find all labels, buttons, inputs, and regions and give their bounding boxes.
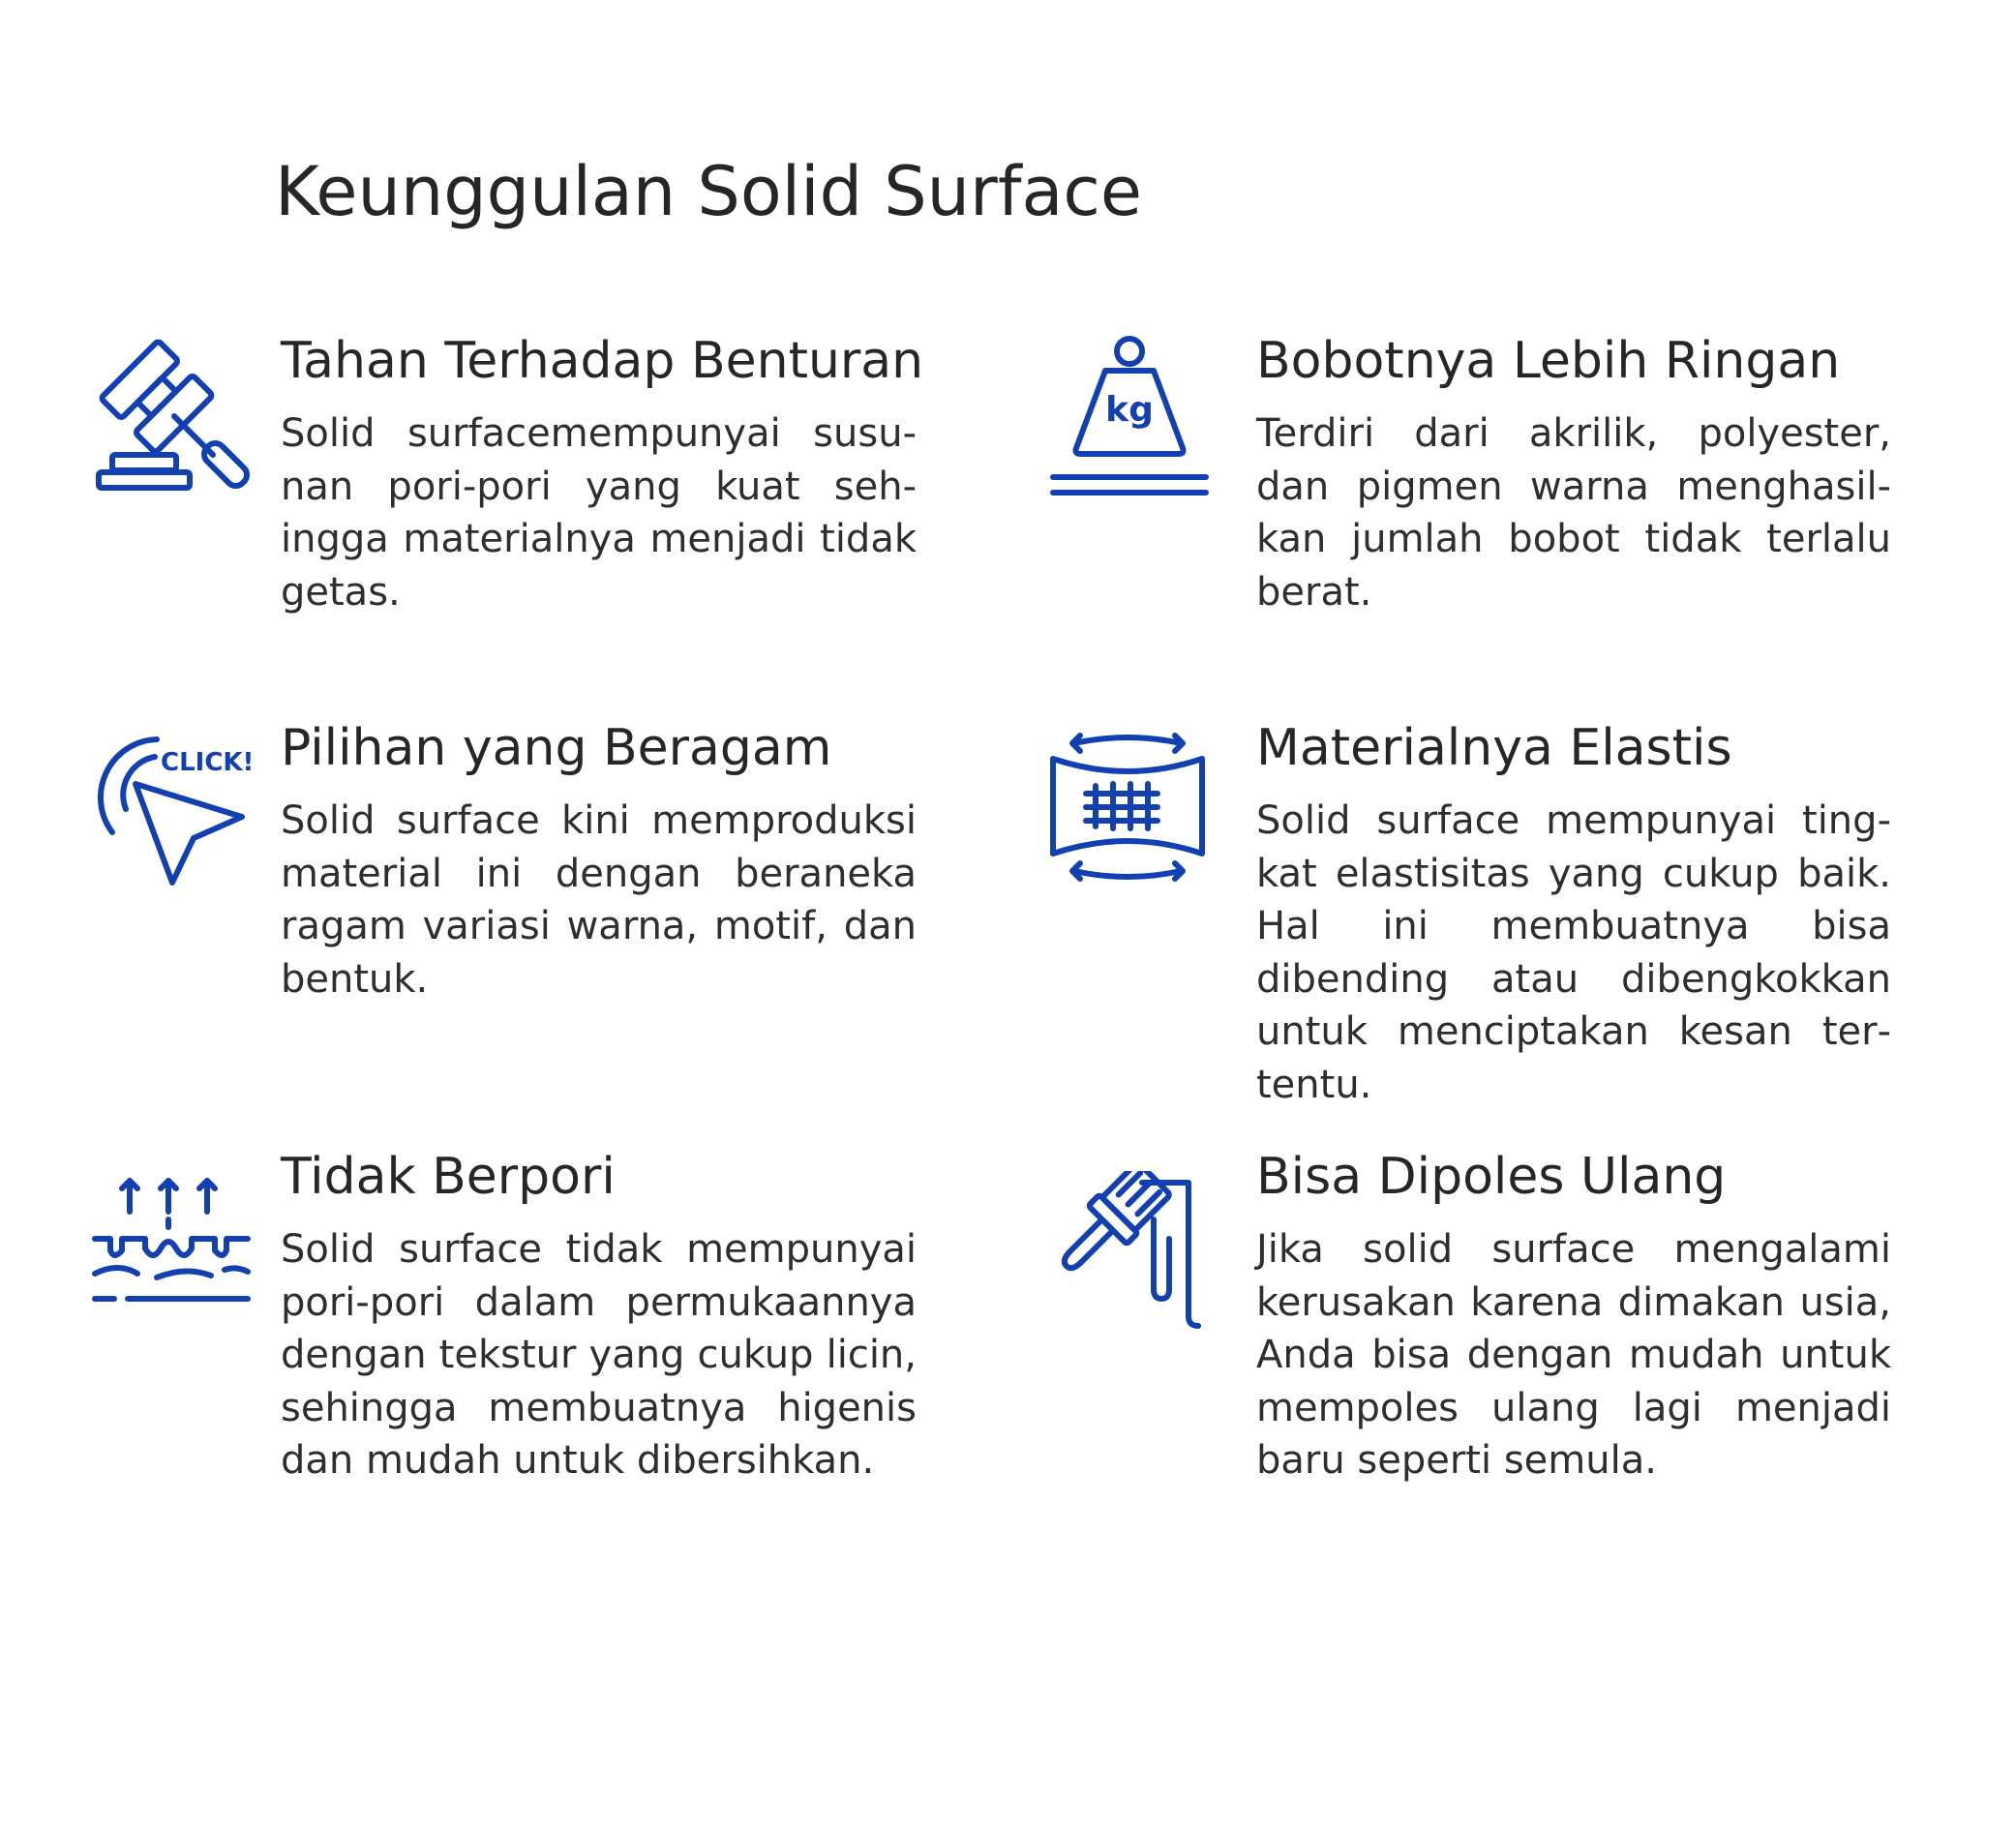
feature-description: Solid surface mempunyai tingkat elastisitas yang cukup baik. Hal ini membuatnya bisa dibending atau dibengkokkan untuk menciptakan kesan tertentu. — [1256, 798, 1891, 1107]
feature-description: Jika solid surface mengalami kerusakan karena dimakan usia, Anda bisa dengan mudah untuk mempoles ulang lagi menjadi baru seperti semula. — [1256, 1227, 1891, 1483]
feature-description: Solid surface kini memproduksi material ini dengan beraneka ragam variasi warna, motif, dan bentuk. — [281, 798, 917, 1002]
gavel-icon — [89, 337, 263, 501]
page-title: Keunggulan Solid Surface — [275, 152, 1142, 231]
svg-text:kg: kg — [1105, 390, 1154, 430]
weight-kg-icon — [1045, 334, 1210, 503]
feature-title: Tidak Berpori — [281, 1148, 616, 1206]
feature-description: Terdiri dari akrilik, polyester, dan pigmen warna menghasilkan jumlah bobot tidak terlalu berat. — [1256, 411, 1891, 615]
feature-title: Materialnya Elastis — [1256, 719, 1732, 777]
paint-brush-icon — [1045, 1171, 1210, 1336]
click-cursor-icon — [89, 728, 254, 892]
feature-title: Tahan Terhadap Benturan — [281, 332, 924, 390]
feature-description: Solid surfacemempunyai susunan pori-pori yang kuat sehingga materialnya menjadi tidak getas. — [281, 411, 917, 615]
feature-title: Bobotnya Lebih Ringan — [1256, 332, 1841, 390]
feature-description: Solid surface tidak mempunyai pori-pori dalam permukaannya dengan tekstur yang cukup licin, sehingga membuatnya higenis dan mudah untuk dibersihkan. — [281, 1227, 917, 1483]
feature-title: Bisa Dipoles Ulang — [1256, 1148, 1727, 1206]
svg-text:CLICK!: CLICK! — [161, 748, 254, 777]
non-porous-icon — [89, 1169, 254, 1334]
flex-material-icon — [1045, 726, 1210, 890]
feature-title: Pilihan yang Beragam — [281, 719, 832, 777]
